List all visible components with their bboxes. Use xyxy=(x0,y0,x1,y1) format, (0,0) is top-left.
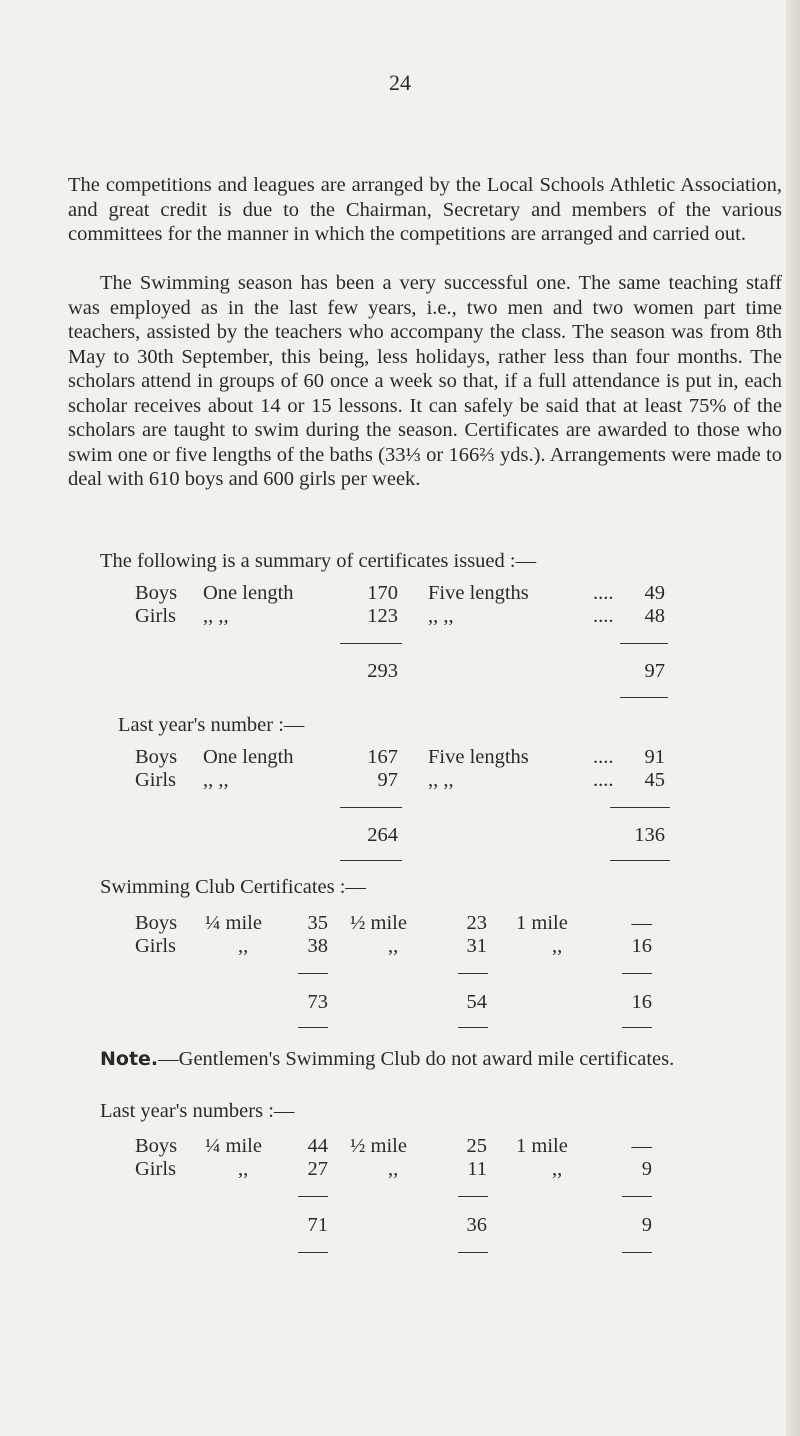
club-row-d2: ,, xyxy=(388,935,399,957)
club-last-row-n1: 44 xyxy=(307,1135,328,1157)
summary-row-dots: .... xyxy=(593,605,614,627)
club-last-rule xyxy=(458,1252,488,1253)
club-last-total-n3: 9 xyxy=(641,1214,652,1236)
club-total-n3: 16 xyxy=(631,991,652,1013)
club-rule xyxy=(298,1027,328,1028)
club-row-n1: 38 xyxy=(307,935,328,957)
club-last-row-n1: 27 xyxy=(307,1158,328,1180)
last-year-rule xyxy=(610,807,670,808)
summary-total-n2: 97 xyxy=(644,660,665,682)
club-last-row-d1: ¼ mile xyxy=(205,1135,262,1157)
summary-row-n2: 48 xyxy=(644,605,665,627)
summary-rule xyxy=(340,643,402,644)
club-last-row-n2: 11 xyxy=(467,1158,487,1180)
club-last-row-d3: ,, xyxy=(552,1158,563,1180)
club-row-n2: 23 xyxy=(466,912,487,934)
last-year-row-n1: 97 xyxy=(377,769,398,791)
last-year-rule xyxy=(610,860,670,861)
summary-rule xyxy=(620,697,668,698)
club-last-rule xyxy=(298,1252,328,1253)
club-row-n2: 31 xyxy=(466,935,487,957)
club-last-row-d3: 1 mile xyxy=(516,1135,568,1157)
club-rule xyxy=(458,1027,488,1028)
summary-row-dots: .... xyxy=(593,582,614,604)
club-row-label: Girls xyxy=(135,935,176,957)
club-last-row-d2: ,, xyxy=(388,1158,399,1180)
club-row-d1: ,, xyxy=(238,935,249,957)
summary-row-desc2: Five lengths xyxy=(428,582,529,604)
club-rule xyxy=(298,973,328,974)
paragraph-athletics: The competitions and leagues are arranged by the Local Schools Athletic Association, and great credit is due to the Chairman, Secretary and members of the various committees for the manner in which the competitions are arranged and carried out. xyxy=(68,174,782,245)
last-year-row-dots: .... xyxy=(593,769,614,791)
club-last-row-label: Boys xyxy=(135,1135,178,1157)
club-last-rule xyxy=(458,1196,488,1197)
last-year-rule xyxy=(340,807,402,808)
club-last-row-d2: ½ mile xyxy=(350,1135,407,1157)
last-year-row-dots: .... xyxy=(593,746,614,768)
summary-row-n2: 49 xyxy=(644,582,665,604)
last-year-row-n2: 91 xyxy=(644,746,665,768)
page-number: 24 xyxy=(389,70,411,95)
club-last-total-n2: 36 xyxy=(466,1214,487,1236)
summary-row-desc2: ,, ,, xyxy=(428,605,454,627)
club-row-d3: 1 mile xyxy=(516,912,568,934)
club-rule xyxy=(622,973,652,974)
club-last-row-label: Girls xyxy=(135,1158,176,1180)
last-year-row-n1: 167 xyxy=(367,746,398,768)
club-last-row-n3: — xyxy=(631,1135,652,1157)
club-row-d3: ,, xyxy=(552,935,563,957)
summary-row-desc: One length xyxy=(203,582,294,604)
club-last-rule xyxy=(622,1196,652,1197)
summary-rule xyxy=(620,643,668,644)
club-rule xyxy=(458,973,488,974)
last-year-row-label: Girls xyxy=(135,769,176,791)
club-last-total-n1: 71 xyxy=(307,1214,328,1236)
paragraph-swimming xyxy=(68,271,782,492)
summary-total-n1: 293 xyxy=(367,660,398,682)
note-label: Note. xyxy=(100,1048,159,1070)
club-row-label: Boys xyxy=(135,912,178,934)
summary-row-label: Boys xyxy=(135,582,178,604)
club-row-n1: 35 xyxy=(307,912,328,934)
last-year-row-desc2: Five lengths xyxy=(428,746,529,768)
club-last-row-n2: 25 xyxy=(466,1135,487,1157)
last-year-total-n1: 264 xyxy=(367,824,398,846)
last-year-row-desc: One length xyxy=(203,746,294,768)
club-row-n3: 16 xyxy=(631,935,652,957)
club-row-d1: ¼ mile xyxy=(205,912,262,934)
last-year-rule xyxy=(340,860,402,861)
club-row-n3: — xyxy=(631,912,652,934)
club-last-rule xyxy=(622,1252,652,1253)
club-total-n1: 73 xyxy=(307,991,328,1013)
summary-intro: The following is a summary of certificates issued :— xyxy=(100,550,537,572)
note xyxy=(100,1046,790,1072)
summary-row-desc: ,, ,, xyxy=(203,605,229,627)
summary-row-n1: 170 xyxy=(367,582,398,604)
club-row-d2: ½ mile xyxy=(350,912,407,934)
last-year-row-n2: 45 xyxy=(644,769,665,791)
last-year-intro: Last year's number :— xyxy=(118,714,305,736)
summary-row-n1: 123 xyxy=(367,605,398,627)
last-year-row-desc2: ,, ,, xyxy=(428,769,454,791)
club-last-rule xyxy=(298,1196,328,1197)
club-last-row-n3: 9 xyxy=(641,1158,652,1180)
club-last-row-d1: ,, xyxy=(238,1158,249,1180)
club-intro: Swimming Club Certificates :— xyxy=(100,876,366,898)
note-text: —Gentlemen's Swimming Club do not award mile certificates. xyxy=(158,1048,675,1070)
last-year-row-label: Boys xyxy=(135,746,178,768)
club-total-n2: 54 xyxy=(466,991,487,1013)
paragraph-swimming-text: The Swimming season has been a very successful one. The same teaching staff was employed as in the last few years, i.e., two men and two women part time teachers, assisted by the teachers who accompany the class. The season was from 8th May to 30th September, this being, less holidays, rather less than four months. The scholars attend in groups of 60 once a week so that, if a full attendance is put in, each scholar receives about 14 or 15 lessons. It can safely be said that at least 75% of the scholars are taught to swim during the season. Certificates are awarded to those who swim one or five lengths of the baths (33⅓ or 166⅔ yds.). Arrangements were made to deal with 610 boys and 600 girls per week. xyxy=(68,272,782,490)
club-last-intro: Last year's numbers :— xyxy=(100,1100,295,1122)
last-year-row-desc: ,, ,, xyxy=(203,769,229,791)
page-edge-shadow xyxy=(786,0,800,1436)
summary-row-label: Girls xyxy=(135,605,176,627)
club-rule xyxy=(622,1027,652,1028)
last-year-total-n2: 136 xyxy=(634,824,665,846)
